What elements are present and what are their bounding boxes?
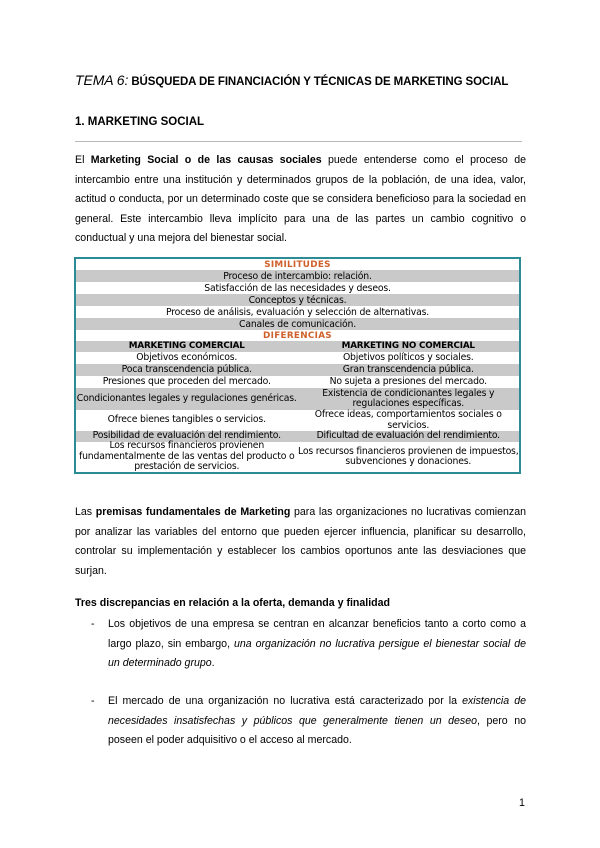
discrepancias-heading: Tres discrepancias en relación a la oferta, demanda y finalidad [75,597,390,609]
bullet-post: , pero no poseen el poder adquisitivo o el acceso al mercado. [108,714,526,746]
bullet-italic: existencia de necesidades insatisfechas y públicos que generalmente tienen un deseo [108,695,526,727]
differences-header-row [76,341,519,352]
col-no-comercial-header: MARKETING NO COMERCIAL [341,341,475,352]
similarity-row: Satisfacción de las necesidades y deseos. [204,282,391,294]
similarity-row: Conceptos y técnicas. [76,294,519,306]
difference-left: Condicionantes legales y regulaciones genéricas. [76,392,297,404]
intro-pre: El [75,154,91,166]
bullet-pre: Los objetivos de una empresa se centran en alcanzar beneficios tanto a corto como a largo plazo, sin embargo, [108,618,526,650]
section-divider [75,141,522,142]
difference-right: Los recursos financieros provienen de impuestos, subvenciones y donaciones. [298,445,519,467]
difference-left: Ofrece bienes tangibles o servicios. [107,414,266,426]
title-text: BÚSQUEDA DE FINANCIACIÓN Y TÉCNICAS DE MARKETING SOCIAL [128,76,509,88]
comparison-table [74,257,521,474]
bullet-item [75,615,526,674]
document-title [75,72,508,88]
premisas-post: para las organizaciones no lucrativas comienzan por analizar las variables del entorno que pueden ejercer influencia, planificar su desarrollo, controlar su implementación y establecer los cambios oportunos ante las desviaciones que surjan. [75,506,526,577]
section-heading: 1. MARKETING SOCIAL [75,116,205,128]
difference-right: Objetivos políticos y sociales. [342,351,474,363]
difference-left: Poca transcendencia pública. [121,363,252,375]
difference-left: Objetivos económicos. [136,351,238,363]
bullet-post: . [211,657,215,669]
difference-left: Los recursos financieros provienen fundamentalmente de las ventas del producto o prestación de servicios. [79,440,295,473]
title-tema: TEMA 6: [75,72,129,88]
bullet-dash: - [91,695,95,707]
similarity-row: Proceso de intercambio: relación. [76,270,519,282]
bullet-dash: - [91,618,95,630]
bullet-item [75,692,526,751]
bullet-italic: una organización no lucrativa persigue el bienestar social de un determinado grupo [108,637,526,669]
premisas-paragraph [75,503,526,581]
difference-left: Posibilidad de evaluación del rendimiento. [92,430,281,442]
difference-row [76,442,519,472]
bullet-pre: El mercado de una organización no lucrativa está caracterizado por la [108,695,463,707]
difference-right: No sujeta a presiones del mercado. [329,375,487,387]
bullet-text [108,615,526,674]
premisas-pre: Las [75,506,96,518]
difference-left: Presiones que proceden del mercado. [102,375,271,387]
difference-right: Gran transcendencia pública. [342,363,474,375]
difference-right: Ofrece ideas, comportamientos sociales o servicios. [314,409,502,431]
page-number: 1 [519,797,525,809]
col-comercial-header: MARKETING COMERCIAL [128,341,245,352]
similarity-row: Proceso de análisis, evaluación y selección de alternativas. [166,306,429,318]
bullet-text [108,692,526,751]
difference-row [76,410,519,432]
intro-bold: Marketing Social o de las causas sociales [90,154,322,166]
differences-title: DIFERENCIAS [263,330,332,341]
difference-right: Dificultad de evaluación del rendimiento. [316,430,500,442]
difference-right: Existencia de condicionantes legales y regulaciones específicas. [322,387,495,409]
intro-post: puede entenderse como el proceso de intercambio entre una institución y determinados grupos de la población, de una idea, valor, actitud o conducta, por un determinado coste que se considera beneficioso para la sociedad en general. Este intercambio lleva implícito para una de las partes un cambio cognitivo o conductual y una mejora del bienestar social. [75,154,526,244]
difference-row [76,364,519,376]
intro-paragraph [75,151,526,249]
premisas-bold: premisas fundamentales de Marketing [95,506,291,518]
similarity-row: Canales de comunicación. [76,318,519,330]
difference-row [76,388,519,410]
similarities-title: SIMILITUDES [264,259,331,270]
